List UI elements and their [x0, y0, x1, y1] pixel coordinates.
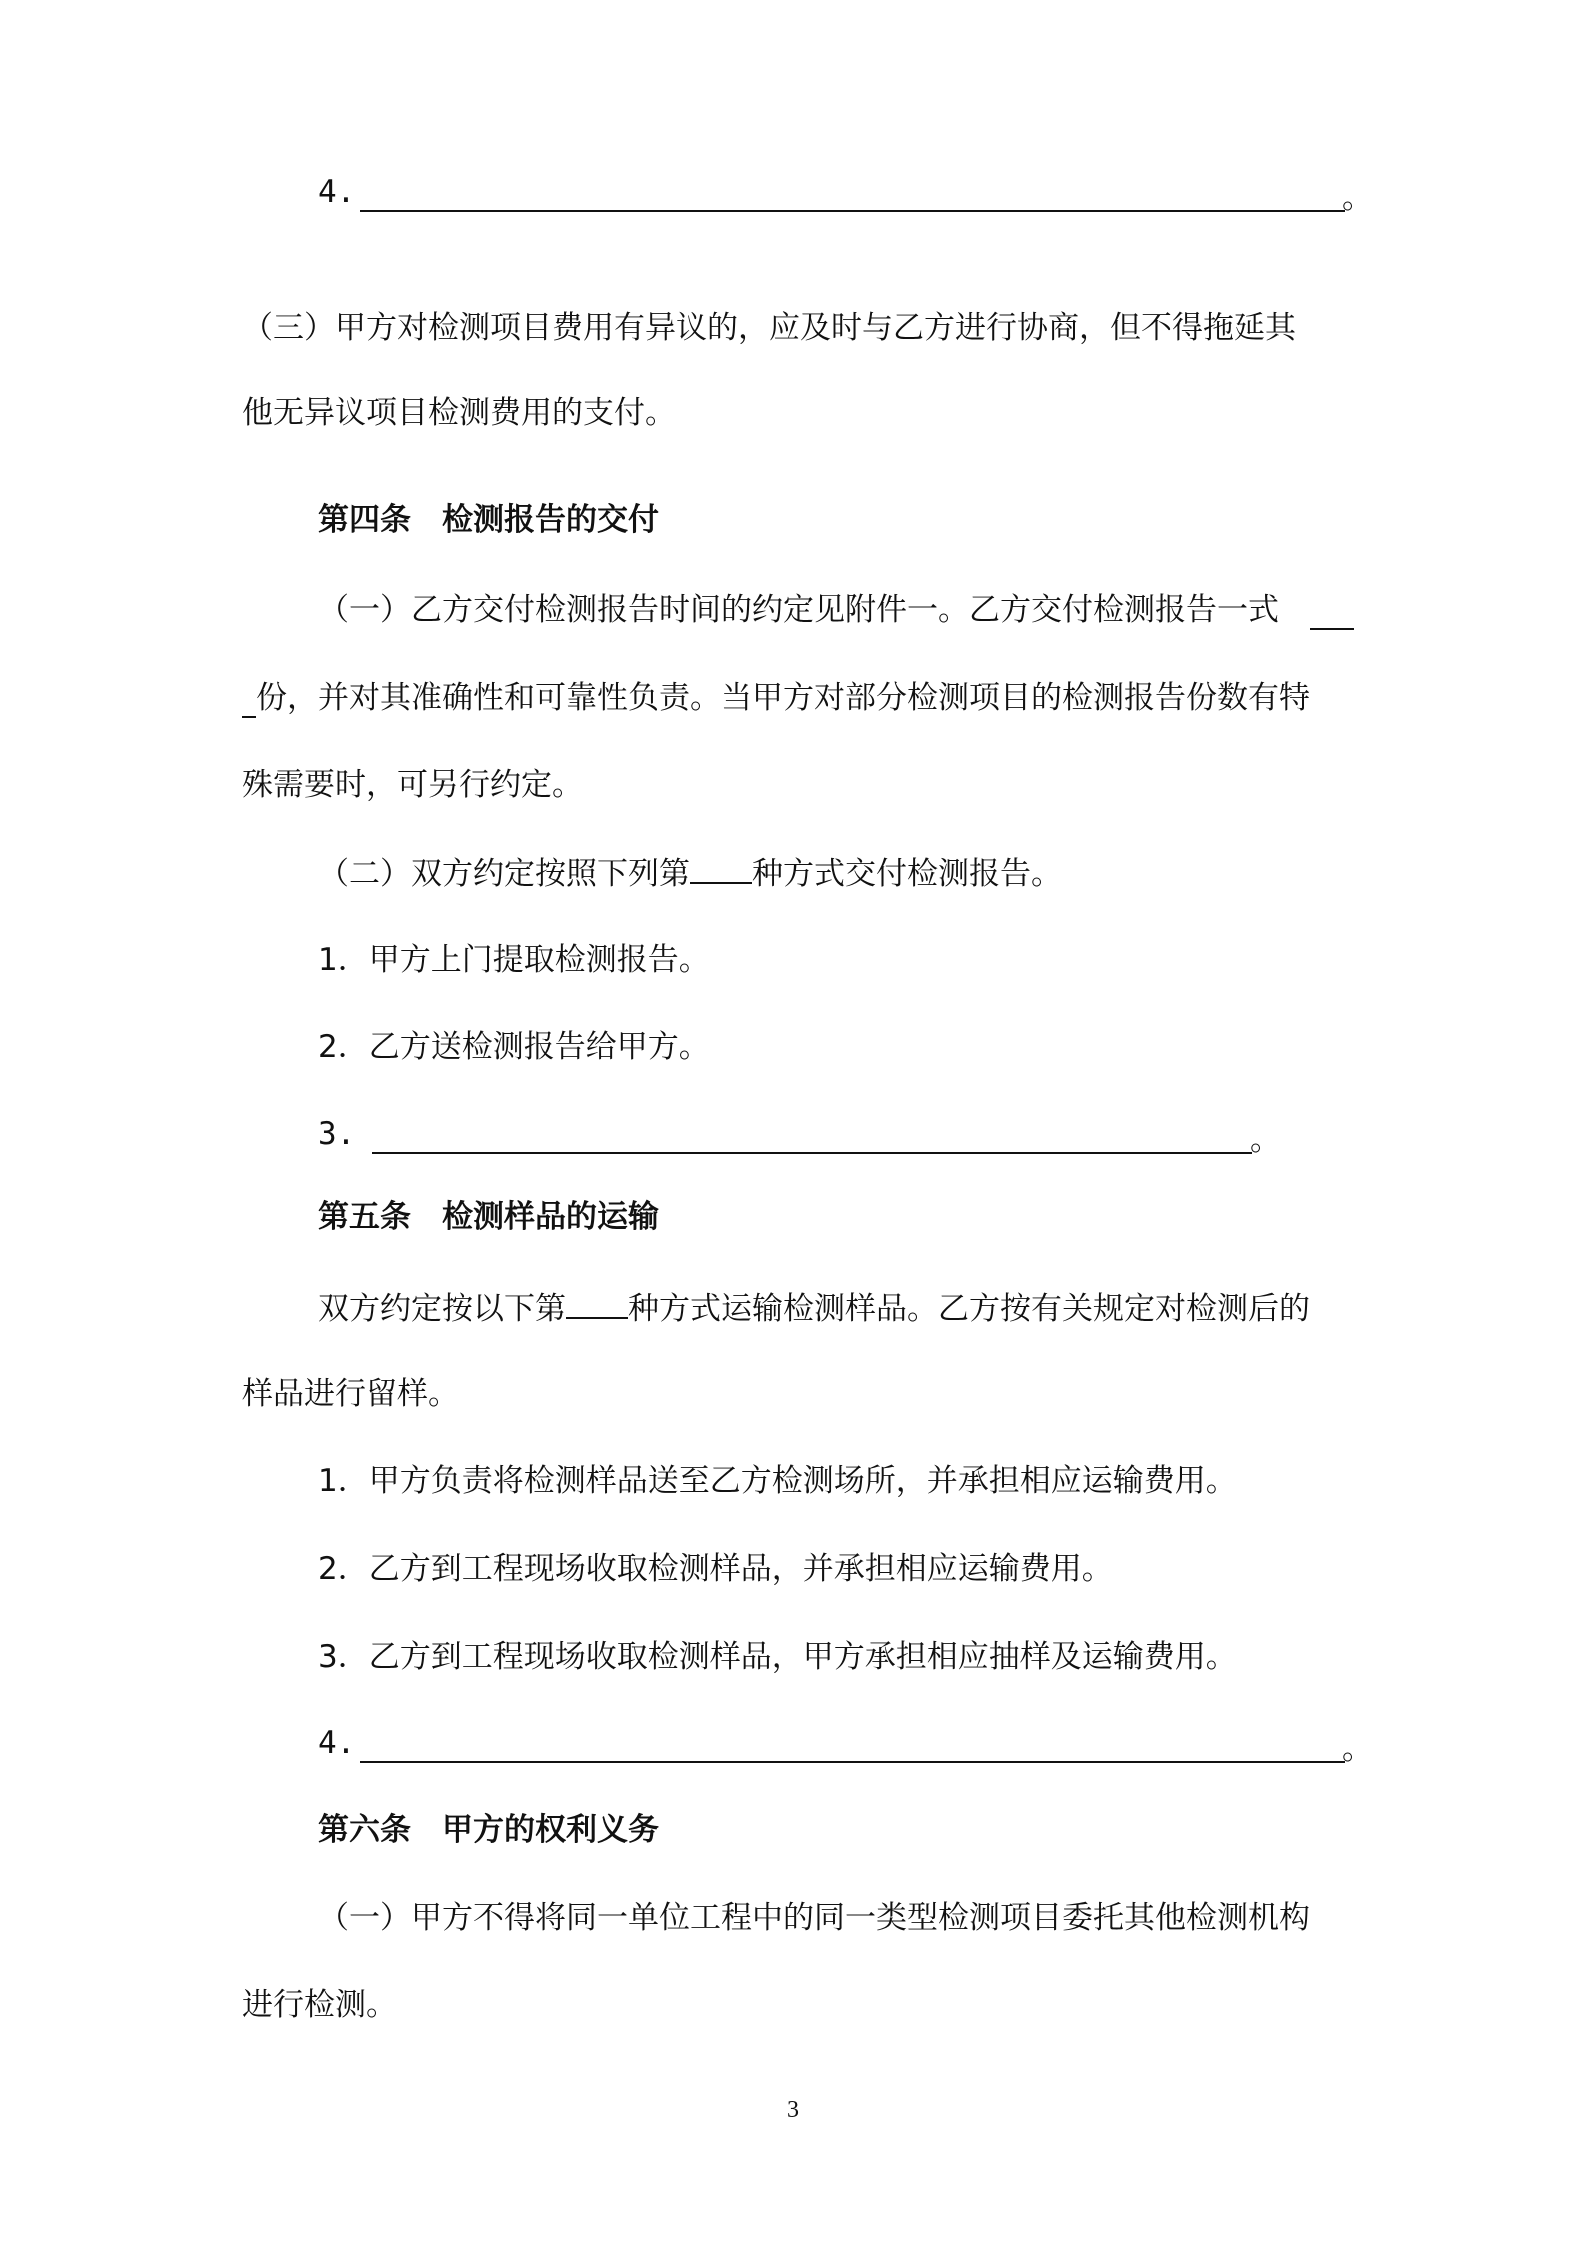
blank-line	[242, 716, 256, 718]
paragraph-text-part: 种方式交付检测报告。	[752, 856, 1062, 892]
list-item: 2．乙方到工程现场收取检测样品，并承担相应运输费用。	[318, 1551, 1113, 1587]
blank-line	[360, 210, 1345, 212]
paragraph-text: 殊需要时，可另行约定。	[242, 767, 583, 803]
blank-line	[360, 1761, 1345, 1763]
item-end-mark: 。	[1342, 1731, 1373, 1767]
item-number: 3.	[318, 1116, 356, 1152]
paragraph-text-part: （二）双方约定按照下列第	[318, 856, 690, 892]
blank-line	[372, 1152, 1252, 1154]
list-item: 1．甲方负责将检测样品送至乙方检测场所，并承担相应运输费用。	[318, 1463, 1237, 1499]
article-heading: 第五条 检测样品的运输	[318, 1199, 659, 1235]
paragraph-text: 份，并对其准确性和可靠性负责。当甲方对部分检测项目的检测报告份数有特	[256, 680, 1310, 716]
list-item: 1．甲方上门提取检测报告。	[318, 942, 710, 978]
list-item: 2．乙方送检测报告给甲方。	[318, 1029, 710, 1065]
blank-line	[1310, 628, 1354, 630]
paragraph-text	[318, 1287, 1310, 1329]
item-number: 4.	[318, 174, 356, 210]
paragraph-text	[318, 852, 1062, 894]
page-number: 3	[787, 2097, 799, 2123]
paragraph-text: 进行检测。	[242, 1987, 397, 2023]
item-end-mark: 。	[1250, 1122, 1281, 1158]
paragraph-text: 样品进行留样。	[242, 1376, 459, 1412]
article-heading: 第六条 甲方的权利义务	[318, 1812, 659, 1848]
paragraph-text: （一）甲方不得将同一单位工程中的同一类型检测项目委托其他检测机构	[318, 1900, 1310, 1936]
paragraph-text-part: 双方约定按以下第	[318, 1291, 566, 1327]
list-item: 3．乙方到工程现场收取检测样品，甲方承担相应抽样及运输费用。	[318, 1639, 1237, 1675]
blank-line	[566, 1287, 628, 1319]
paragraph-text-part: 种方式运输检测样品。乙方按有关规定对检测后的	[628, 1291, 1310, 1327]
item-number: 4.	[318, 1725, 356, 1761]
paragraph-text: 他无异议项目检测费用的支付。	[242, 395, 676, 431]
item-end-mark: 。	[1342, 180, 1373, 216]
blank-line	[690, 852, 752, 884]
paragraph-text: （三）甲方对检测项目费用有异议的，应及时与乙方进行协商，但不得拖延其	[242, 310, 1296, 346]
article-heading: 第四条 检测报告的交付	[318, 502, 659, 538]
paragraph-text: （一）乙方交付检测报告时间的约定见附件一。乙方交付检测报告一式	[318, 592, 1279, 628]
